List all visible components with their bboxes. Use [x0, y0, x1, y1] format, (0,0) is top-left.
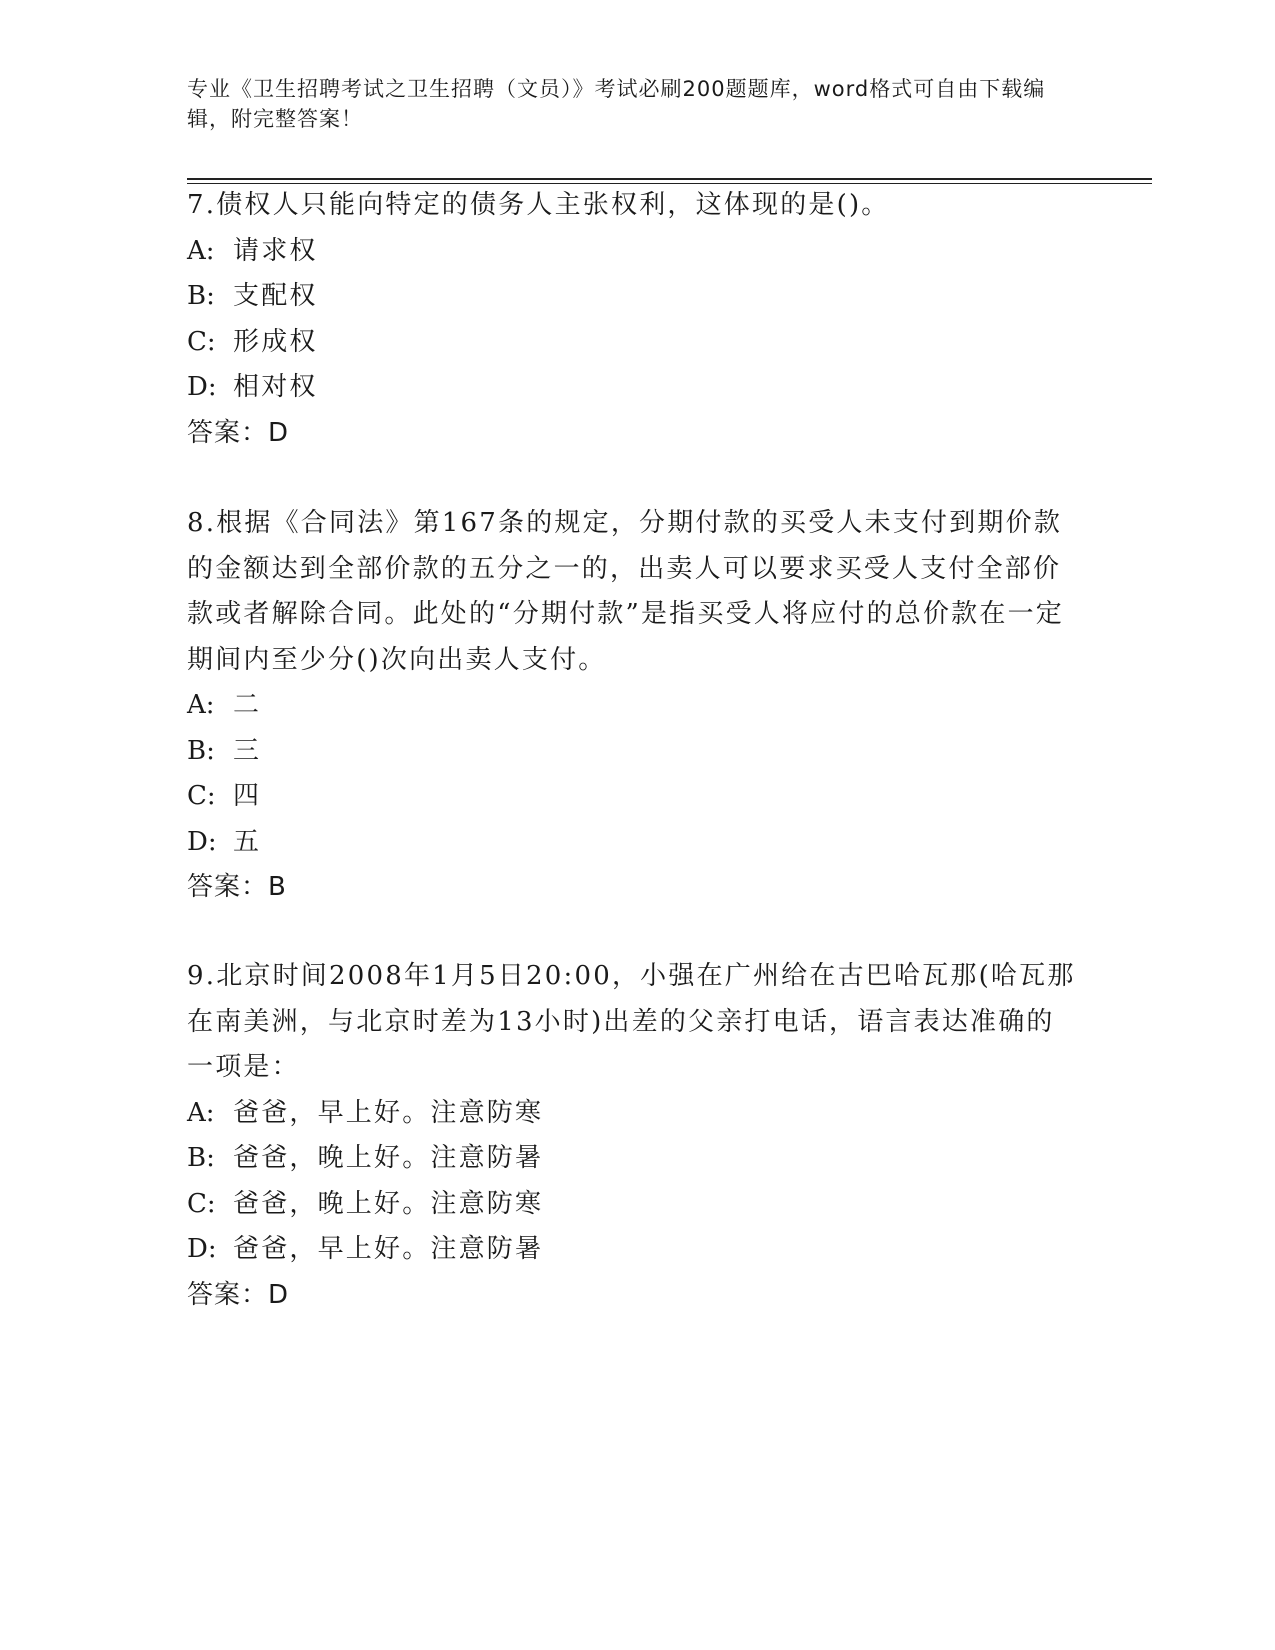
option-text: 爸爸，晚上好。注意防暑 [233, 1143, 544, 1173]
option-d [187, 365, 1077, 411]
option-text: 相对权 [233, 372, 318, 402]
question-7 [187, 183, 1077, 456]
option-text: 爸爸，早上好。注意防寒 [233, 1097, 544, 1128]
option-letter: D: [187, 1234, 217, 1264]
option-letter: C: [187, 1188, 216, 1219]
option-a [187, 229, 1077, 275]
option-letter: C: [187, 781, 216, 811]
question-stem: 9.北京时间2008年1月5日20:00，小强在广州给在古巴哈瓦那(哈瓦那在南美洲，与北京时差为13小时)出差的父亲打电话，语言表达准确的一项是： [187, 961, 1076, 1082]
option-letter: B: [187, 281, 215, 311]
option-c [187, 774, 1077, 820]
option-text: 五 [233, 826, 262, 857]
option-letter: B: [187, 735, 215, 766]
option-letter: D: [187, 372, 217, 402]
header-divider-thick [187, 178, 1152, 180]
option-letter: B: [187, 1143, 215, 1173]
question-stem: 8.根据《合同法》第167条的规定，分期付款的买受人未支付到期价款的金额达到全部价款的五分之一的，出卖人可以要求买受人支付全部价款或者解除合同。此处的“分期付款”是指买受人将应付的总价款在一定期间内至少分()次向出卖人支付。 [187, 508, 1064, 675]
option-text: 二 [233, 690, 262, 720]
answer-label: 答案：D [187, 1279, 290, 1310]
option-text: 爸爸，早上好。注意防暑 [233, 1234, 544, 1264]
option-b [187, 1136, 1077, 1182]
option-text: 三 [233, 735, 262, 766]
question-8 [187, 501, 1077, 911]
answer-label: 答案：B [187, 872, 287, 902]
option-letter: A: [187, 235, 215, 266]
option-letter: A: [187, 690, 215, 720]
question-stem: 7.债权人只能向特定的债务人主张权利，这体现的是()。 [187, 190, 890, 220]
option-d [187, 820, 1077, 866]
question-9 [187, 954, 1077, 1318]
option-c [187, 1182, 1077, 1228]
option-a [187, 1091, 1077, 1137]
option-b [187, 274, 1077, 320]
option-letter: A: [187, 1097, 215, 1128]
answer-label: 答案：D [187, 417, 290, 448]
option-d [187, 1227, 1077, 1273]
option-b [187, 729, 1077, 775]
option-text: 请求权 [233, 235, 318, 266]
option-a [187, 683, 1077, 729]
option-letter: D: [187, 826, 217, 857]
option-text: 支配权 [233, 281, 318, 311]
option-text: 爸爸，晚上好。注意防寒 [233, 1188, 544, 1219]
option-text: 形成权 [233, 326, 318, 357]
option-c [187, 320, 1077, 366]
option-letter: C: [187, 326, 216, 357]
option-text: 四 [233, 781, 262, 811]
page-header: 专业《卫生招聘考试之卫生招聘（文员）》考试必刷200题题库，word格式可自由下载编辑，附完整答案！ [187, 77, 1046, 131]
